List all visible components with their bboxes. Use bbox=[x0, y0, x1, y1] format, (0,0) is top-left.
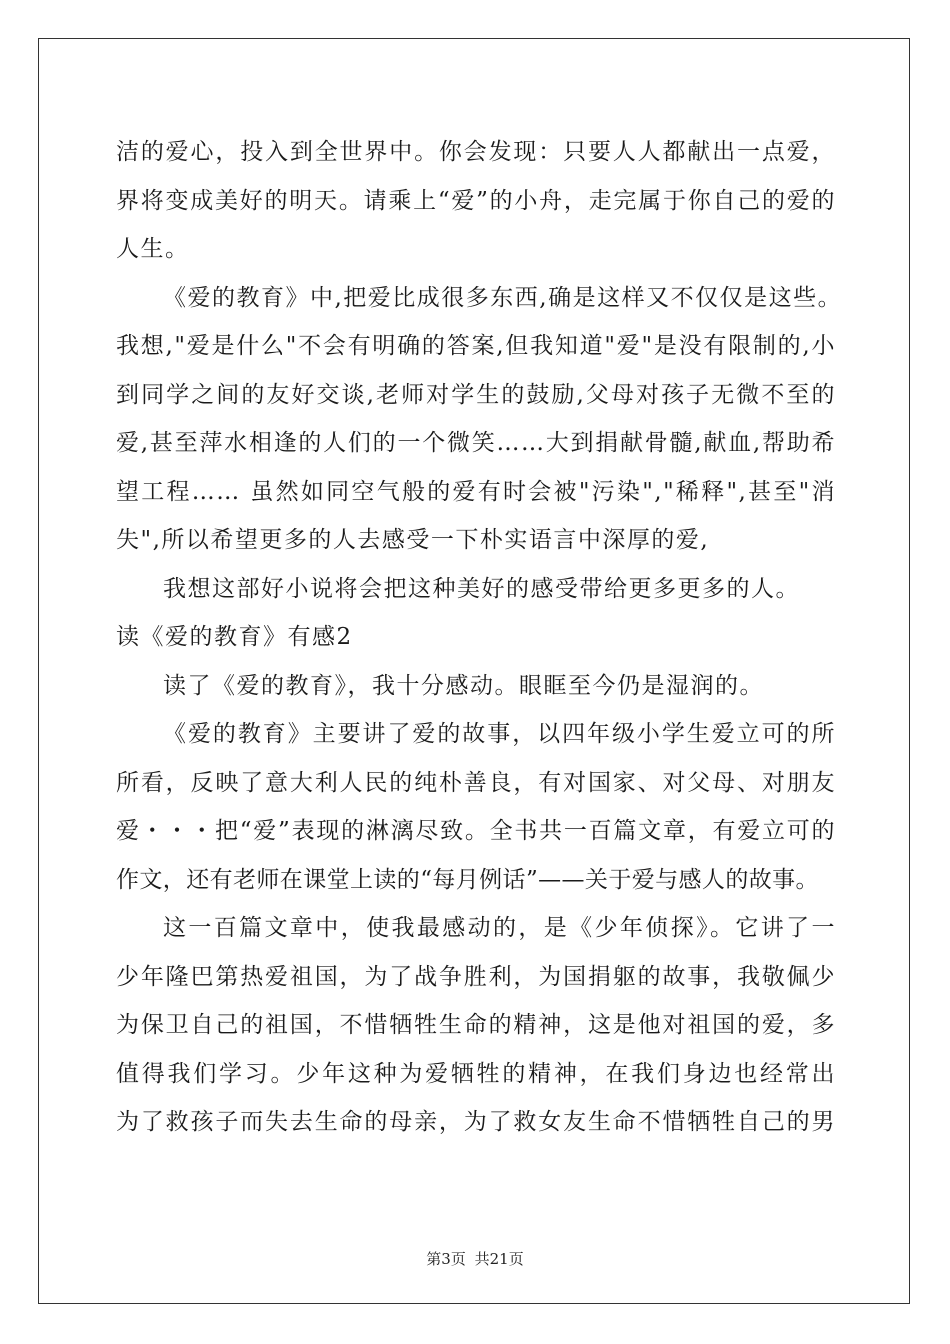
page-total: 共21页 bbox=[474, 1250, 524, 1268]
text-line: 我想,"爱是什么"不会有明确的答案,但我知道"爱"是没有限制的,小 bbox=[116, 333, 836, 359]
text-line: 所看，反映了意大利人民的纯朴善良，有对国家、对父母、对朋友 bbox=[116, 769, 836, 796]
text-line: 爱・・・把“爱”表现的淋漓尽致。全书共一百篇文章，有爱立可的 bbox=[116, 818, 836, 844]
text-line: 作文，还有老师在课堂上读的“每月例话”——关于爱与感人的故事。 bbox=[116, 866, 819, 893]
text-line: 界将变成美好的明天。请乘上“爱”的小舟，走完属于你自己的爱的 bbox=[116, 187, 836, 214]
section-title: 读《爱的教育》有感2 bbox=[116, 624, 353, 650]
text-line: 《爱的教育》中,把爱比成很多东西,确是这样又不仅仅是这些。 bbox=[163, 284, 843, 311]
text-line: 《爱的教育》主要讲了爱的故事，以四年级小学生爱立可的所 bbox=[163, 721, 836, 747]
text-line: 人生。 bbox=[116, 236, 190, 262]
page-footer bbox=[0, 1248, 950, 1269]
text-line: 为了救孩子而失去生命的母亲，为了救女友生命不惜牺牲自己的男 bbox=[116, 1109, 836, 1135]
text-line: 这一百篇文章中，使我最感动的，是《少年侦探》。它讲了一 bbox=[163, 915, 836, 941]
text-line: 少年隆巴第热爱祖国，为了战争胜利，为国捐躯的故事，我敬佩少 bbox=[116, 963, 836, 990]
text-line: 读了《爱的教育》，我十分感动。眼眶至今仍是湿润的。 bbox=[163, 672, 764, 699]
text-line: 爱,甚至萍水相逢的人们的一个微笑……大到捐献骨髓,献血,帮助希 bbox=[116, 430, 836, 456]
document-body bbox=[116, 128, 843, 1147]
text-line: 为保卫自己的祖国，不惜牺牲生命的精神，这是他对祖国的爱，多 bbox=[116, 1012, 836, 1038]
text-line: 我想这部好小说将会把这种美好的感受带给更多更多的人。 bbox=[163, 575, 800, 602]
text-line: 值得我们学习。少年这种为爱牺牲的精神，在我们身边也经常出 bbox=[116, 1060, 836, 1087]
text-line: 洁的爱心，投入到全世界中。你会发现：只要人人都献出一点爱， bbox=[116, 139, 836, 165]
text-line: 望工程…… 虽然如同空气般的爱有时会被"污染","稀释",甚至"消 bbox=[116, 478, 836, 505]
text-line: 到同学之间的友好交谈,老师对学生的鼓励,父母对孩子无微不至的 bbox=[116, 381, 836, 408]
page-number: 第3页 bbox=[426, 1250, 466, 1268]
text-line: 失",所以希望更多的人去感受一下朴实语言中深厚的爱, bbox=[116, 527, 710, 553]
